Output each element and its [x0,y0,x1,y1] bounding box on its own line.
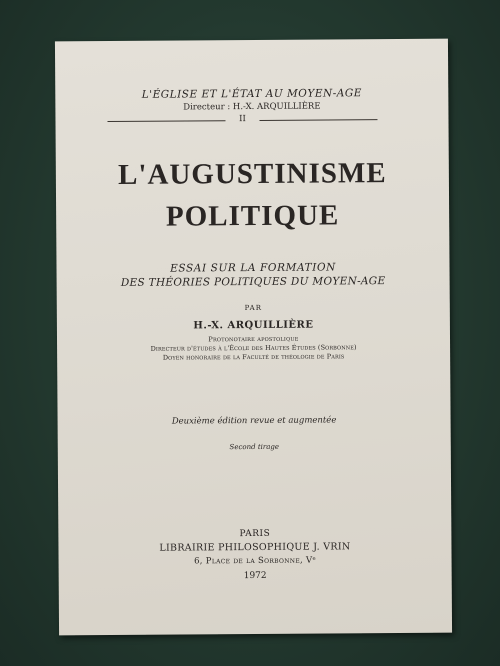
publisher-name: LIBRAIRIE PHILOSOPHIQUE J. VRIN [159,541,351,554]
publisher-address: 6, Place de la Sorbonne, Vᵉ [194,555,317,567]
by-label: PAR [244,303,263,313]
series-title: L'ÉGLISE ET L'ÉTAT AU MOYEN-AGE [141,87,362,101]
author-role: Directeur d'études à l'École des Hautes Études (Sorbonne) [150,343,357,353]
printing-note: Second tirage [229,442,280,452]
book-title-line2: POLITIQUE [165,199,340,233]
volume-number: II [239,114,246,125]
subtitle-line2: DES THÉORIES POLITIQUES DU MOYEN-AGE [120,275,386,289]
series-director: Directeur : H.-X. ARQUILLIÈRE [183,101,321,113]
author-role: Protonotaire apostolique [208,334,299,344]
book-cover [55,39,452,636]
subtitle-line1: ESSAI SUR LA FORMATION [170,261,336,275]
book-title-line1: L'AUGUSTINISME [117,157,387,191]
publisher-city: PARIS [239,528,271,540]
edition-note: Deuxième édition revue et augmentée [171,415,337,427]
author-name: H.-X. ARQUILLIÈRE [193,319,314,332]
volume-rule [107,113,377,127]
publication-year: 1972 [243,570,267,582]
author-role: Doyen honoraire de la Faculté de théologie de Paris [162,352,345,362]
